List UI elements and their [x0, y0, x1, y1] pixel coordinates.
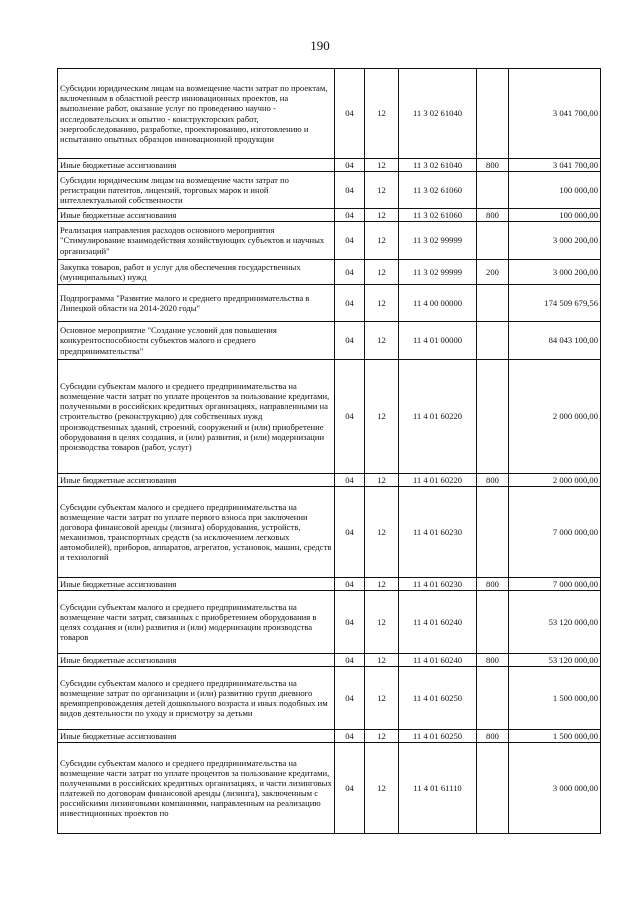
row-target-code: 11 3 02 99999 — [399, 222, 477, 260]
row-target-code: 11 4 01 60230 — [399, 487, 477, 578]
row-amount: 53 120 000,00 — [509, 654, 601, 667]
table-row — [58, 285, 601, 322]
row-subsection: 12 — [365, 487, 399, 578]
row-target-code: 11 3 02 61060 — [399, 172, 477, 209]
table-row — [58, 172, 601, 209]
row-subsection: 12 — [365, 730, 399, 743]
row-name: Субсидии субъектам малого и среднего предпринимательства на возмещение части затрат, связанных с приобретением оборудования в целях создания и (или) развития и (или) модернизации производства товаров — [58, 591, 335, 654]
row-amount: 3 000 200,00 — [509, 260, 601, 285]
row-target-code: 11 3 02 99999 — [399, 260, 477, 285]
row-expense-type — [477, 69, 509, 159]
row-expense-type — [477, 222, 509, 260]
row-name: Иные бюджетные ассигнования — [58, 209, 335, 222]
table-row — [58, 209, 601, 222]
row-target-code: 11 4 01 60230 — [399, 578, 477, 591]
row-section: 04 — [335, 654, 365, 667]
table-row — [58, 730, 601, 743]
row-amount: 53 120 000,00 — [509, 591, 601, 654]
table-row — [58, 578, 601, 591]
row-subsection: 12 — [365, 591, 399, 654]
row-subsection: 12 — [365, 285, 399, 322]
row-section: 04 — [335, 487, 365, 578]
table-row — [58, 360, 601, 474]
row-amount: 1 500 000,00 — [509, 667, 601, 730]
row-name: Субсидии субъектам малого и среднего предпринимательства на возмещение части затрат по уплате процентов за пользование кредитами, полученными в российских кредитных организациях, направленными на строительство (реконструкцию) для собственных нужд производственных зданий, строений, сооружений и (или) приобретение оборудования в целях создания, и (или) развития, и (или) модернизации производства товаров (работ, услуг) — [58, 360, 335, 474]
row-name: Иные бюджетные ассигнования — [58, 578, 335, 591]
row-target-code: 11 4 01 60220 — [399, 360, 477, 474]
row-section: 04 — [335, 69, 365, 159]
row-expense-type: 200 — [477, 260, 509, 285]
budget-table — [57, 68, 601, 834]
row-subsection: 12 — [365, 69, 399, 159]
row-subsection: 12 — [365, 474, 399, 487]
table-row — [58, 667, 601, 730]
row-section: 04 — [335, 285, 365, 322]
row-section: 04 — [335, 591, 365, 654]
row-section: 04 — [335, 360, 365, 474]
row-section: 04 — [335, 260, 365, 285]
row-target-code: 11 3 02 61040 — [399, 159, 477, 172]
row-target-code: 11 4 01 60220 — [399, 474, 477, 487]
row-subsection: 12 — [365, 654, 399, 667]
row-expense-type — [477, 285, 509, 322]
row-expense-type — [477, 743, 509, 834]
row-name: Иные бюджетные ассигнования — [58, 730, 335, 743]
row-amount: 1 500 000,00 — [509, 730, 601, 743]
row-section: 04 — [335, 474, 365, 487]
table-row — [58, 654, 601, 667]
row-expense-type — [477, 172, 509, 209]
row-subsection: 12 — [365, 159, 399, 172]
row-subsection: 12 — [365, 260, 399, 285]
table-row — [58, 474, 601, 487]
row-name: Основное мероприятие "Создание условий для повышения конкурентоспособности субъектов малого и среднего предпринимательства" — [58, 322, 335, 360]
row-amount: 3 041 700,00 — [509, 159, 601, 172]
table-row — [58, 159, 601, 172]
table-row — [58, 69, 601, 159]
row-subsection: 12 — [365, 209, 399, 222]
table-row — [58, 487, 601, 578]
row-amount: 2 000 000,00 — [509, 360, 601, 474]
row-amount: 7 000 000,00 — [509, 578, 601, 591]
row-section: 04 — [335, 667, 365, 730]
row-section: 04 — [335, 578, 365, 591]
row-expense-type: 800 — [477, 578, 509, 591]
row-expense-type: 800 — [477, 654, 509, 667]
row-section: 04 — [335, 209, 365, 222]
row-amount: 3 041 700,00 — [509, 69, 601, 159]
row-expense-type — [477, 322, 509, 360]
row-subsection: 12 — [365, 743, 399, 834]
row-target-code: 11 4 01 60240 — [399, 591, 477, 654]
row-expense-type — [477, 591, 509, 654]
row-name: Субсидии субъектам малого и среднего предпринимательства на возмещение затрат по организации и (или) развитию групп дневного времяпрепровождения детей дошкольного возраста и иных подобных им видов деятельности по уходу и присмотру за детьми — [58, 667, 335, 730]
row-name: Реализация направления расходов основного мероприятия "Стимулирование взаимодействия хозяйствующих субъектов и научных организаций" — [58, 222, 335, 260]
page-number: 190 — [310, 38, 330, 53]
row-name: Иные бюджетные ассигнования — [58, 654, 335, 667]
row-amount: 2 000 000,00 — [509, 474, 601, 487]
row-expense-type: 800 — [477, 159, 509, 172]
row-subsection: 12 — [365, 667, 399, 730]
row-subsection: 12 — [365, 578, 399, 591]
row-target-code: 11 4 01 60250 — [399, 667, 477, 730]
table-row — [58, 743, 601, 834]
row-expense-type — [477, 487, 509, 578]
row-target-code: 11 4 01 61110 — [399, 743, 477, 834]
row-subsection: 12 — [365, 360, 399, 474]
table-row — [58, 260, 601, 285]
row-amount: 100 000,00 — [509, 172, 601, 209]
row-amount: 3 000 200,00 — [509, 222, 601, 260]
row-section: 04 — [335, 172, 365, 209]
row-amount: 100 000,00 — [509, 209, 601, 222]
row-target-code: 11 4 01 00000 — [399, 322, 477, 360]
row-expense-type: 800 — [477, 730, 509, 743]
row-name: Закупка товаров, работ и услуг для обеспечения государственных (муниципальных) нужд — [58, 260, 335, 285]
row-name: Иные бюджетные ассигнования — [58, 159, 335, 172]
row-section: 04 — [335, 743, 365, 834]
row-target-code: 11 3 02 61040 — [399, 69, 477, 159]
row-section: 04 — [335, 159, 365, 172]
row-expense-type — [477, 360, 509, 474]
row-target-code: 11 4 00 00000 — [399, 285, 477, 322]
row-expense-type — [477, 667, 509, 730]
row-amount: 3 000 000,00 — [509, 743, 601, 834]
table-row — [58, 222, 601, 260]
row-name: Субсидии субъектам малого и среднего предпринимательства на возмещение части затрат по уплате процентов за пользование кредитами, полученными в российских кредитных организациях, и части лизинговых платежей по договорам финансовой аренды (лизинга), заключенным с российскими лизинговыми компаниями, направленным на реализацию инвестиционных проектов по — [58, 743, 335, 834]
row-expense-type: 800 — [477, 209, 509, 222]
row-name: Иные бюджетные ассигнования — [58, 474, 335, 487]
row-section: 04 — [335, 322, 365, 360]
row-target-code: 11 4 01 60250 — [399, 730, 477, 743]
row-target-code: 11 4 01 60240 — [399, 654, 477, 667]
row-expense-type: 800 — [477, 474, 509, 487]
row-subsection: 12 — [365, 222, 399, 260]
row-name: Субсидии субъектам малого и среднего предпринимательства на возмещение части затрат по уплате первого взноса при заключении договора финансовой аренды (лизинга) оборудования, устройств, механизмов, транспортных средств (за исключением легковых автомобилей), приборов, аппаратов, агрегатов, установок, машин, средств и технологий — [58, 487, 335, 578]
table-row — [58, 322, 601, 360]
row-section: 04 — [335, 222, 365, 260]
row-subsection: 12 — [365, 172, 399, 209]
row-name: Субсидии юридическим лицам на возмещение части затрат по регистрации патентов, лицензий, торговых марок и иной интеллектуальной собственности — [58, 172, 335, 209]
row-name: Субсидии юридическим лицам на возмещение части затрат по проектам, включенным в областной реестр инновационных проектов, на выполнение работ, оказание услуг по проведению научно - исследовательских и опытно - конструкторских работ, энергообследованию, разработке, проектированию, изготовлению и испытанию опытных образцов инновационной продукции — [58, 69, 335, 159]
row-subsection: 12 — [365, 322, 399, 360]
row-amount: 174 509 679,56 — [509, 285, 601, 322]
row-name: Подпрограмма "Развитие малого и среднего предпринимательства в Липецкой области на 2014-2020 годы" — [58, 285, 335, 322]
row-section: 04 — [335, 730, 365, 743]
row-target-code: 11 3 02 61060 — [399, 209, 477, 222]
table-row — [58, 591, 601, 654]
row-amount: 84 043 100,00 — [509, 322, 601, 360]
row-amount: 7 000 000,00 — [509, 487, 601, 578]
